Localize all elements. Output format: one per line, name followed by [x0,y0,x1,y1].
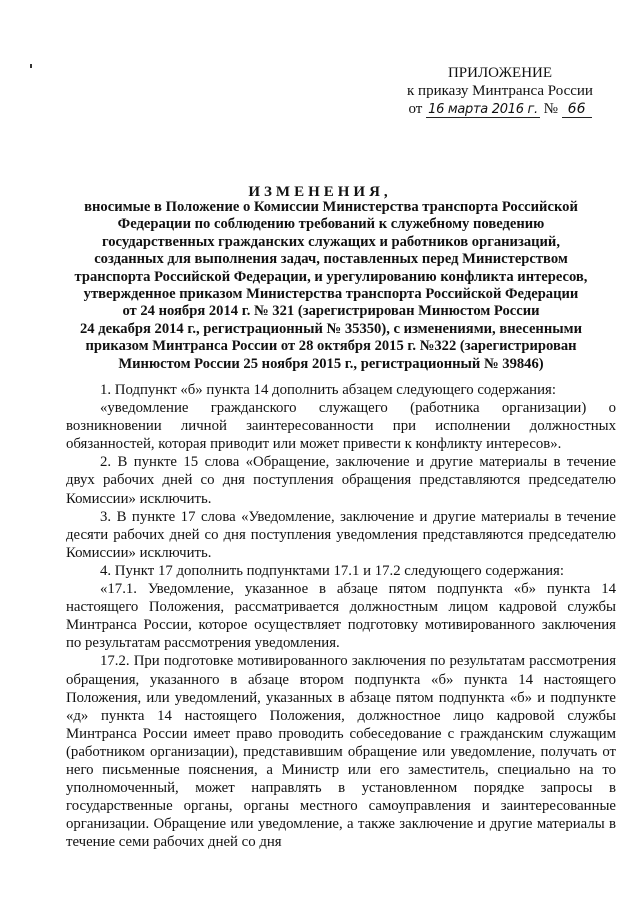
appendix-date-line [380,100,620,119]
subtitle-line: Минюстом России 25 ноября 2015 г., регистрационный № 39846) [118,355,544,372]
subtitle-line: приказом Минтранса России от 28 октября 2015 г. №322 (зарегистрирован [85,338,577,355]
subtitle-line: созданных для выполнения задач, поставленных перед Министерством [94,251,568,268]
document-body [66,381,616,851]
appendix-header [380,64,620,119]
handwritten-number: 66 [562,101,592,118]
paragraph-1-quote: «уведомление гражданского служащего (работника организации) о возникновении личной заинтересованности при исполнении должностных обязанностей, которая приводит или может привести к конфликту интересов». [66,400,616,453]
document-title: ИЗМЕНЕНИЯ, [248,184,392,200]
subtitle-line: 24 декабря 2014 г., регистрационный № 35350), с изменениями, внесенными [79,320,582,337]
document-subtitle [62,199,600,373]
subtitle-line: транспорта Российской Федерации, и урегулированию конфликта интересов, [74,268,588,285]
scan-mark [30,64,32,68]
subtitle-line: государственных гражданских служащих и работников организаций, [102,233,560,250]
appendix-order-ref: к приказу Минтранса России [407,83,593,99]
paragraph-17-2: 17.2. При подготовке мотивированного заключения по результатам рассмотрения обращения, указанного в абзаце втором подпункта «б» пункта 14 настоящего Положения, или уведомлений, указанных в абзаце пятом подпункта «б» и подпункте «д» пункта 14 настоящего Положения, должностное лицо кадровой службы Минтранса России имеет право проводить собеседование с гражданским служащим (работником организации), представившим обращение или уведомление, получать от него письменные пояснения, а Министр или его заместитель, специально на то уполномоченный, может направлять в установленном порядке запросы в государственные органы, органы местного самоуправления и заинтересованные организации. Обращение или уведомление, а также заключение и другие материалы в течение семи рабочих дней со дня [66,653,616,851]
paragraph-17-1: «17.1. Уведомление, указанное в абзаце пятом подпункта «б» пункта 14 настоящего Положения, рассматривается должностным лицом кадровой службы Минтранса России, которое осуществляет подготовку мотивированного заключения по результатам рассмотрения уведомления. [66,581,616,652]
paragraph-3: 3. В пункте 17 слова «Уведомление, заключение и другие материалы в течение десяти рабочих дней со дня поступления уведомления представляются председателю Комиссии» исключить. [66,508,616,561]
date-prefix: от [408,101,423,117]
paragraph-1: 1. Подпункт «б» пункта 14 дополнить абзацем следующего содержания: [100,382,556,398]
paragraph-2: 2. В пункте 15 слова «Обращение, заключение и другие материалы в течение двух рабочих дней со дня поступления обращения представляются председателю Комиссии» исключить. [66,454,616,507]
appendix-title: ПРИЛОЖЕНИЕ [447,65,553,81]
subtitle-line: Федерации по соблюдению требований к служебному поведению [117,216,545,233]
handwritten-date: 16 марта 2016 г. [428,102,538,117]
subtitle-line: вносимые в Положение о Комиссии Министерства транспорта Российской [84,199,578,215]
subtitle-line: от 24 ноября 2014 г. № 321 (зарегистрирован Минюстом России [122,303,540,320]
paragraph-4: 4. Пункт 17 дополнить подпунктами 17.1 и 17.2 следующего содержания: [100,562,564,579]
number-prefix: № [543,101,558,117]
subtitle-line: утвержденное приказом Министерства транспорта Российской Федерации [83,286,579,303]
